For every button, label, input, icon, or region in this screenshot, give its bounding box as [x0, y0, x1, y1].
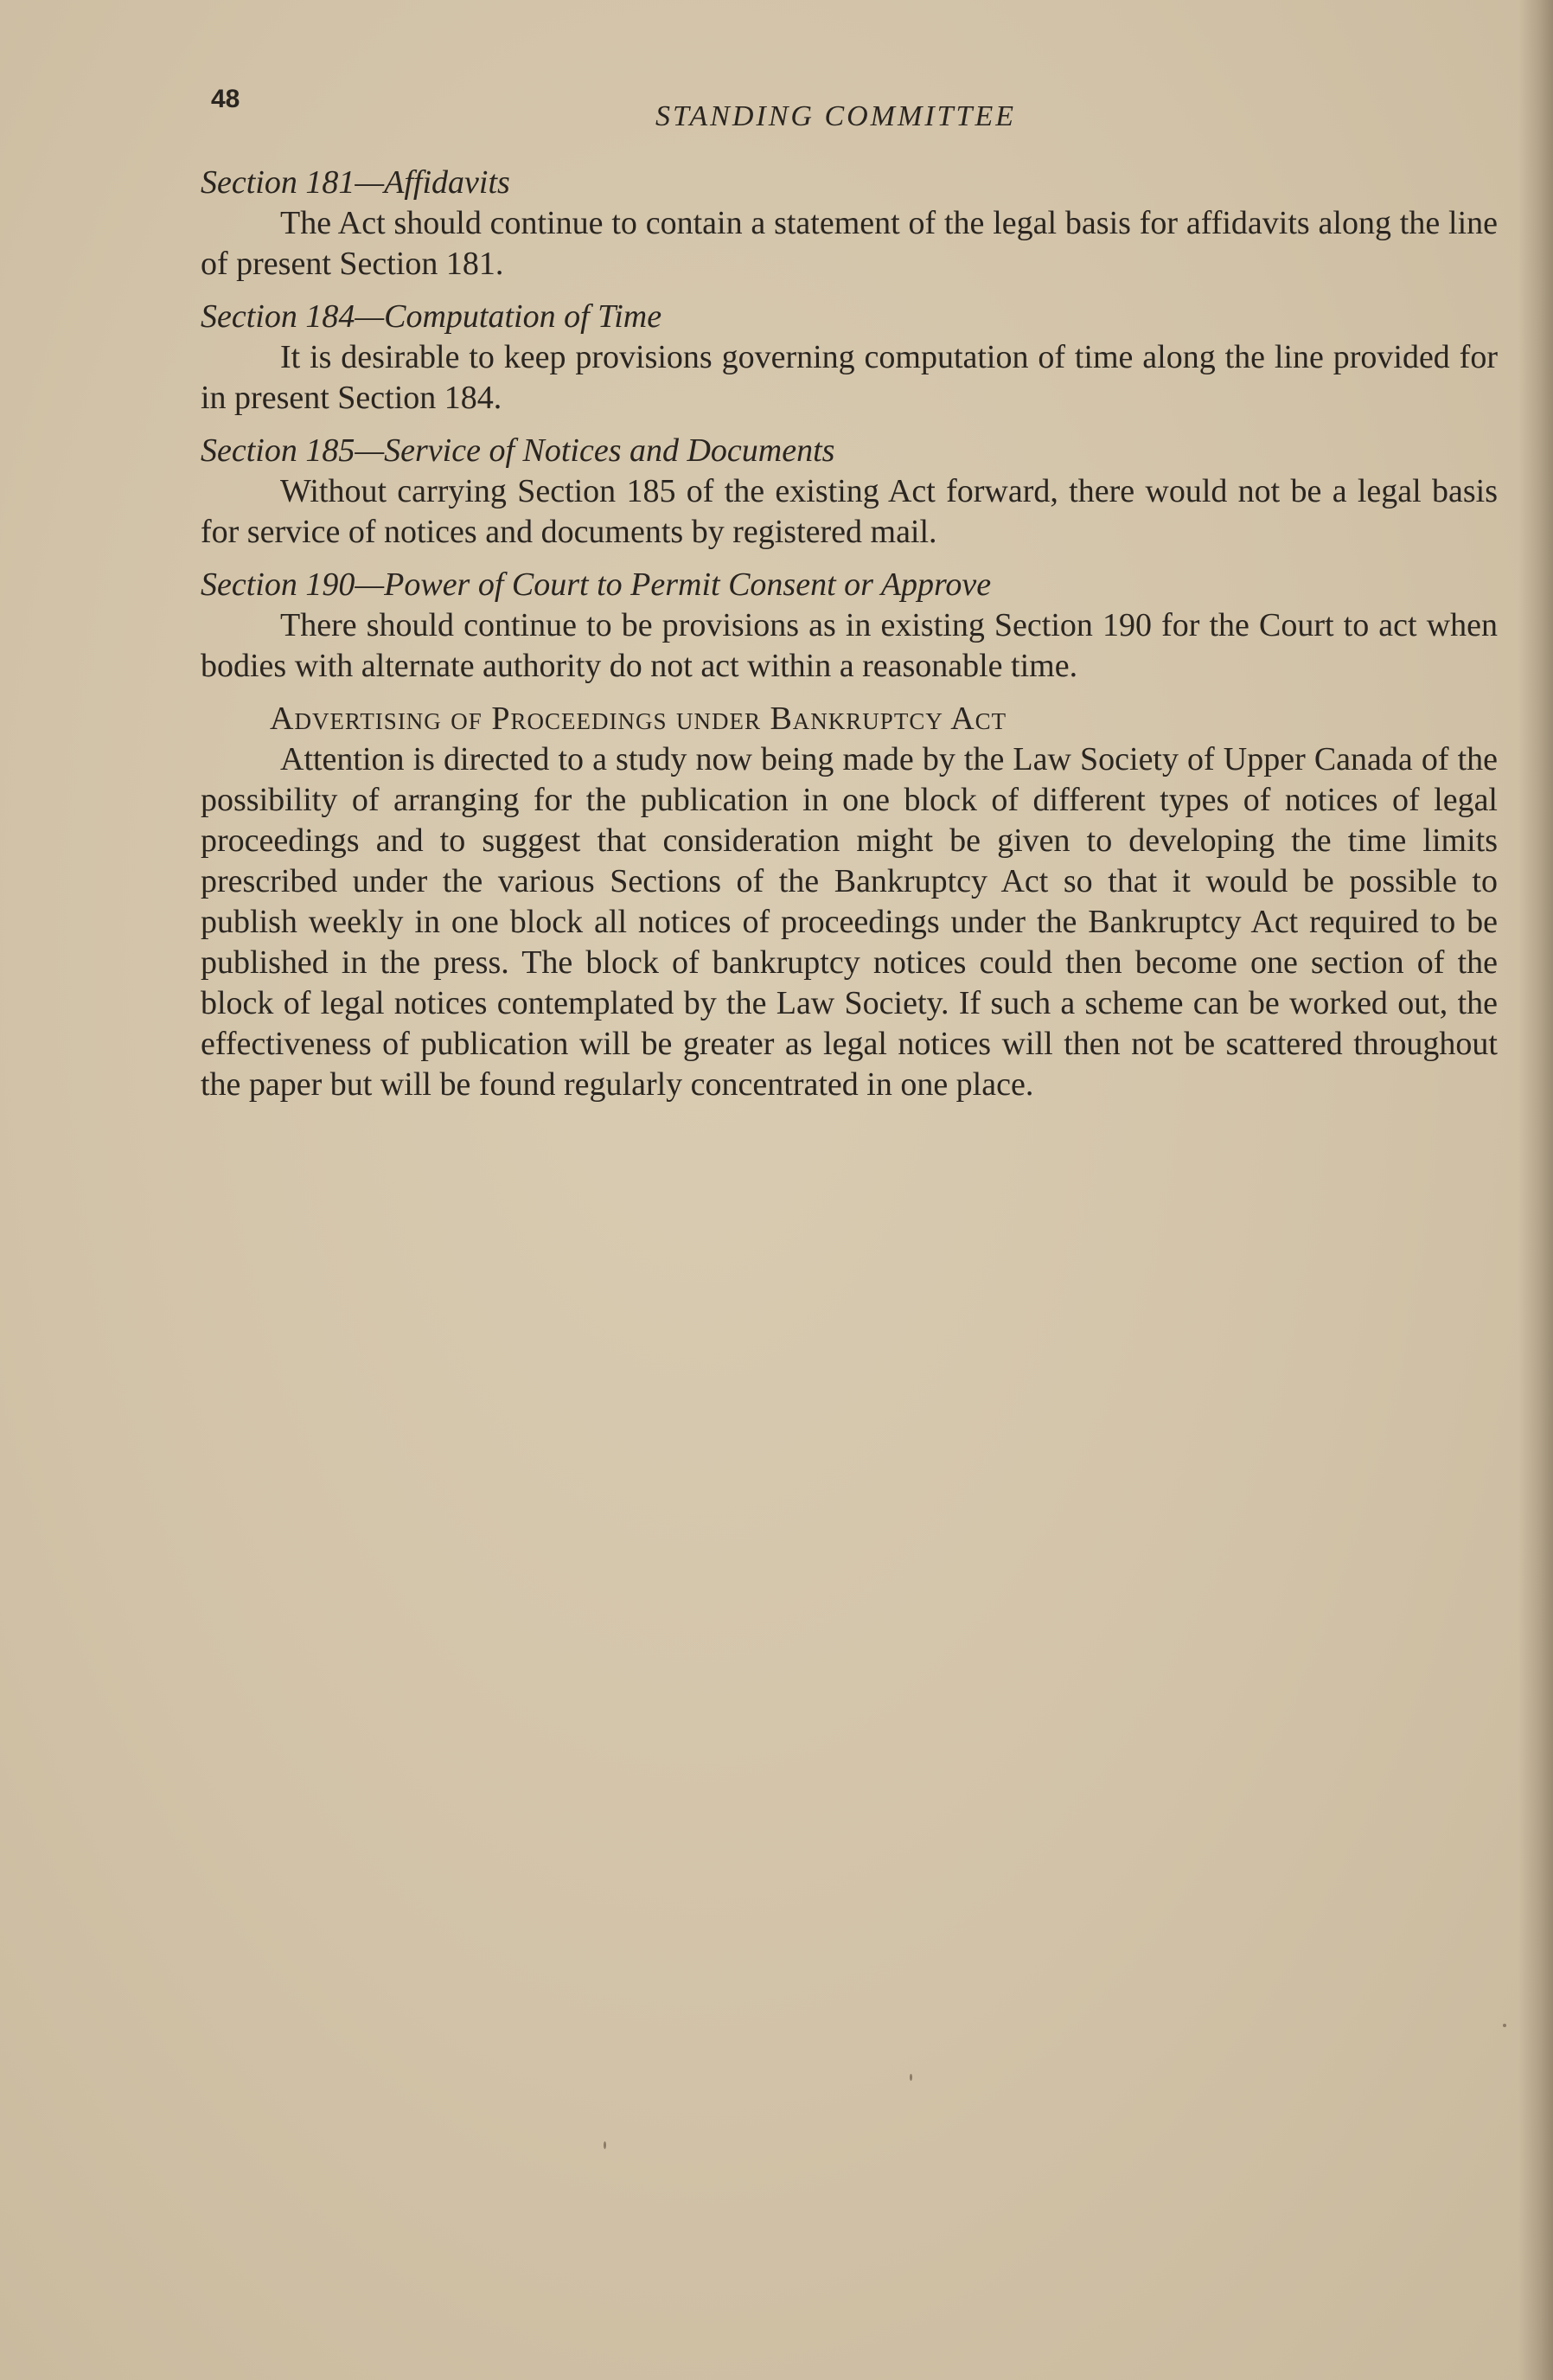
paper-speck [604, 2141, 606, 2149]
section-184 [201, 297, 1498, 419]
paper-speck [1503, 2024, 1506, 2027]
section-181 [201, 163, 1498, 285]
section-paragraph: It is desirable to keep provisions governing computation of time along the line provided for in present Section 184. [201, 339, 1498, 416]
page-edge-shadow [1518, 0, 1553, 2380]
section-heading: Section 190—Power of Court to Permit Consent or Approve [201, 566, 992, 603]
page-body [201, 163, 1498, 1105]
section-heading: Section 185—Service of Notices and Documents [201, 432, 835, 469]
advertising-heading: Advertising of Proceedings under Bankruptcy Act [270, 701, 1007, 737]
section-paragraph: The Act should continue to contain a statement of the legal basis for affidavits along the line of present Section 181. [201, 205, 1498, 282]
paper-speck [910, 2074, 912, 2081]
section-heading: Section 181—Affidavits [201, 164, 510, 201]
running-title: STANDING COMMITTEE [655, 100, 1016, 132]
page-number: 48 [211, 85, 240, 113]
advertising-paragraph: Attention is directed to a study now being made by the Law Society of Upper Canada of the possibility of arranging for the publication in one block of different types of notices of legal proceedings and to suggest that consideration might be given to developing the time limits prescribed under the various Sections of the Bankruptcy Act so that it would be possible to publish weekly in one block all notices of proceedings under the Bankruptcy Act required to be published in the press. The block of bankruptcy notices could then become one section of the block of legal notices contemplated by the Law Society. If such a scheme can be worked out, the effectiveness of publication will be greater as legal notices will then not be scattered throughout the paper but will be found regularly concentrated in one place. [201, 741, 1498, 1103]
section-paragraph: There should continue to be provisions as in existing Section 190 for the Court to act when bodies with alternate authority do not act within a reasonable time. [201, 607, 1498, 684]
section-185 [201, 431, 1498, 553]
section-heading: Section 184—Computation of Time [201, 298, 662, 335]
section-paragraph: Without carrying Section 185 of the existing Act forward, there would not be a legal basis for service of notices and documents by registered mail. [201, 473, 1498, 550]
section-190 [201, 565, 1498, 687]
